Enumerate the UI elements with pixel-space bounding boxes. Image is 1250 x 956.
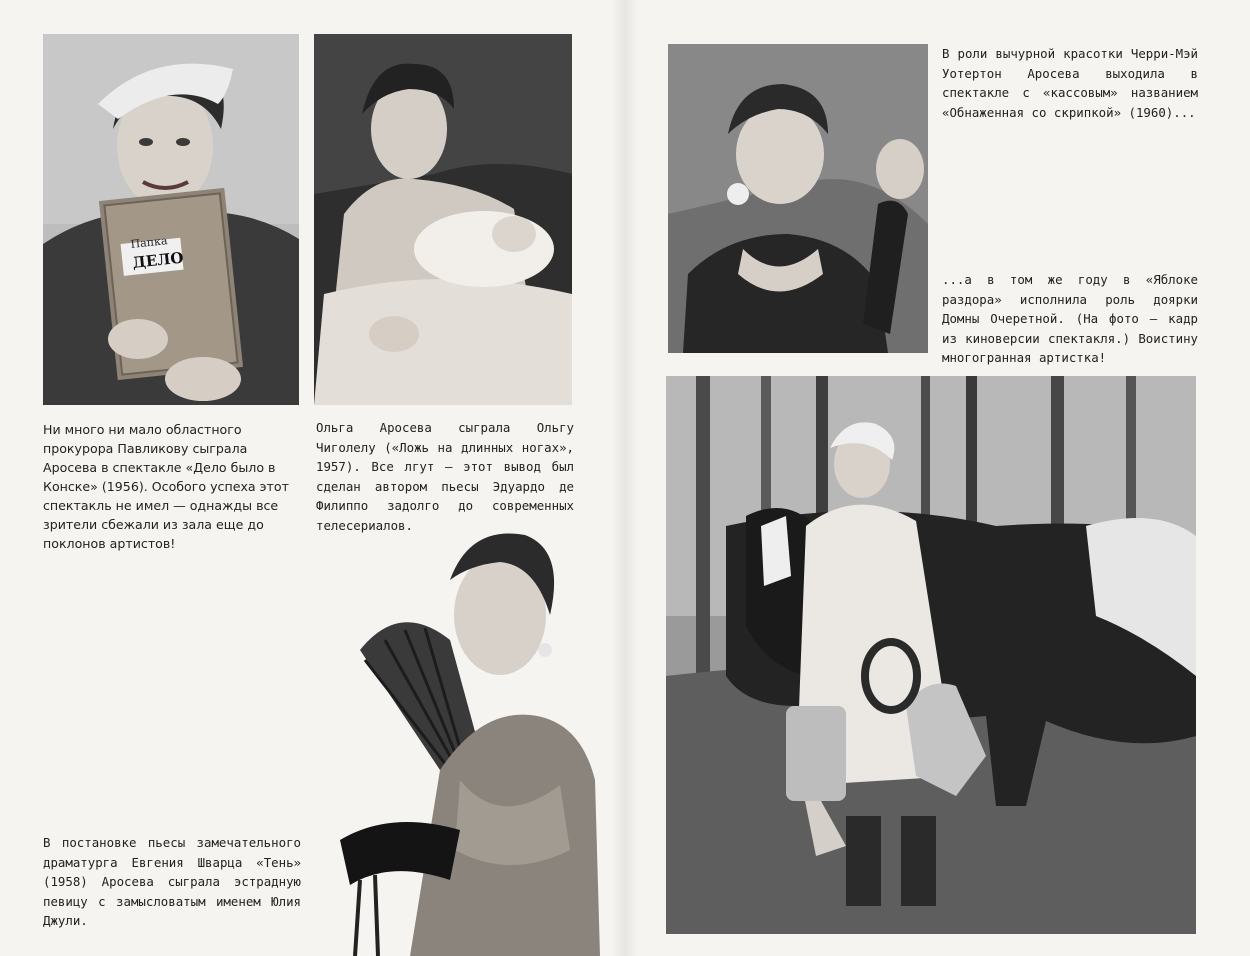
caption-chigolella: Ольга Аросева сыграла Ольгу Чиголелу («Ложь на длинных ногах», 1957). Все лгут — этот вывод был сделан автором пьесы Эдуардо де Филиппо задолго до современных телесериалов. [316, 420, 574, 533]
book-gutter [612, 0, 638, 956]
caption-apple: ...а в том же году в «Яблоке раздора» исполнила роль доярки Домны Очеретной. (На фото — кадр из киноверсии спектакля.) Воистину многогранная артистка! [942, 272, 1198, 365]
photo-chigolella [314, 34, 572, 405]
photo-milkmaid [666, 376, 1196, 934]
folder-label-line1: Папка [129, 234, 169, 251]
folder-label-line2: ДЕЛО [131, 248, 185, 272]
photo-prosecutor [43, 34, 299, 405]
photo-cherry [668, 44, 928, 353]
caption-shadow: В постановке пьесы замечательного драматурга Евгения Шварца «Тень» (1958) Аросева сыграла эстрадную певицу с замысловатым именем Юлия Джули. [43, 835, 301, 928]
caption-cherry: В роли вычурной красотки Черри-Мэй Уотертон Аросева выходила в спектакле с «кассовым» названием «Обнаженная со скрипкой» (1960)... [942, 46, 1198, 120]
caption-prosecutor: Ни много ни мало областного прокурора Павликову сыграла Аросева в спектакле «Дело было в Конске» (1956). Особого успеха этот спектакль не имел — однажды все зрители сбежали из зала еще до поклонов артистов! [43, 422, 289, 551]
photo-shadow [330, 520, 607, 956]
